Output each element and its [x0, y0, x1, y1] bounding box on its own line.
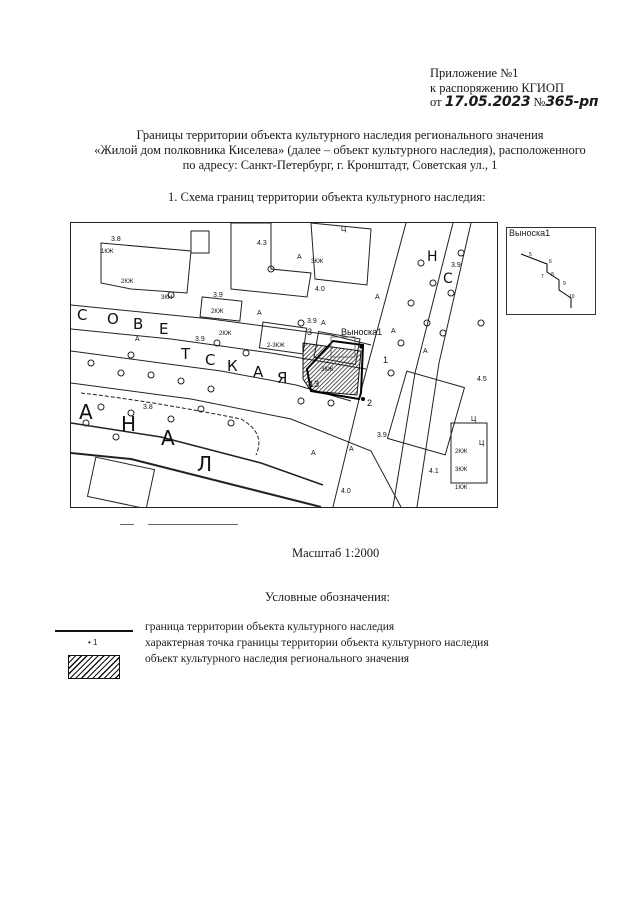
tree — [458, 250, 464, 256]
canal-letter: А — [79, 400, 93, 424]
tree — [168, 416, 174, 422]
elevation: 4.0 — [341, 488, 351, 495]
building — [191, 231, 209, 253]
title-line-1: Границы территории объекта культурного наследия регионального значения — [136, 128, 544, 142]
map-letter: А — [349, 446, 354, 453]
building-label: 3КЖ — [311, 259, 324, 265]
elevation: 3.8 — [111, 236, 121, 243]
building-label: 2КЖ — [121, 279, 134, 285]
elevation: 3.9 — [195, 336, 205, 343]
canal-bank — [71, 453, 321, 507]
inset-point-label: 5 — [529, 252, 532, 258]
map-drawing — [71, 223, 497, 507]
map-letter: А — [257, 310, 262, 317]
legend-hatch-symbol — [68, 655, 120, 679]
elevation: 3.9 — [307, 318, 317, 325]
legend-item-boundary: граница территории объекта культурного наследия — [145, 621, 395, 633]
building-label: 3КЖ — [455, 467, 468, 473]
map-letter: А — [375, 294, 380, 301]
building — [87, 457, 154, 507]
canal-embankment — [71, 383, 401, 507]
tree — [298, 398, 304, 404]
map-letter: Ц — [479, 440, 485, 447]
elevation: 4.0 — [315, 286, 325, 293]
canal-letter: Л — [197, 452, 213, 476]
vertical-street-far — [417, 223, 471, 507]
tree — [228, 420, 234, 426]
map-scale: Масштаб 1:2000 — [292, 546, 380, 560]
building-label: 2КЖ — [455, 449, 468, 455]
document-title — [40, 128, 640, 173]
tree — [418, 260, 424, 266]
building — [388, 371, 465, 455]
legend-item-object: объект культурного наследия регионального значения — [145, 653, 410, 665]
street-letter: Е — [159, 320, 169, 338]
legend-point-symbol: • 1 — [88, 638, 98, 647]
tree — [148, 372, 154, 378]
street-letter: В — [133, 315, 144, 333]
appendix-block — [430, 66, 599, 110]
boundary-map — [70, 222, 498, 508]
tree — [408, 300, 414, 306]
map-letter: Ц — [471, 416, 477, 423]
elevation: 4.1 — [429, 468, 439, 475]
legend-item-point: характерная точка границы территории объекта культурного наследия — [145, 637, 489, 649]
boundary-point-label: 2 — [367, 398, 373, 408]
elevation: 4.5 — [477, 376, 487, 383]
tree — [430, 280, 436, 286]
street-letter: С — [205, 351, 216, 369]
tree — [118, 370, 124, 376]
appendix-line-2: к распоряжению КГИОП — [430, 80, 564, 95]
elevation: 3.9 — [377, 432, 387, 439]
building-label: 3КЖ — [321, 367, 334, 373]
appendix-line-1: Приложение №1 — [430, 66, 519, 80]
boundary-point-label: 1 — [383, 355, 389, 365]
inset-point-label: 9 — [563, 281, 566, 287]
street-letter-vertical: С — [443, 271, 453, 287]
tree — [478, 320, 484, 326]
handwritten-date: 17.05.2023 — [444, 94, 531, 110]
scan-mark — [148, 524, 238, 525]
elevation: 3.9 — [213, 292, 223, 299]
tree — [98, 404, 104, 410]
inset-title: Выноска1 — [509, 228, 551, 238]
number-prefix: № — [533, 95, 546, 109]
tree — [440, 330, 446, 336]
title-line-3: по адресу: Санкт-Петербург, г. Кронштадт, Советская ул., 1 — [182, 158, 498, 172]
boundary-point-label: 3 — [307, 327, 313, 337]
building-label: 2-3КЖ — [267, 343, 285, 349]
building-label: 3КН — [161, 295, 173, 301]
boundary-point-label: 13 — [309, 379, 320, 389]
tree — [128, 352, 134, 358]
map-letter: А — [135, 336, 140, 343]
building-label: 1КЖ — [101, 249, 114, 255]
section-heading: 1. Схема границ территории объекта культурного наследия: — [168, 190, 486, 204]
boundary-point-marker — [361, 397, 365, 401]
canal-letter: А — [161, 426, 175, 450]
street-letter: Я — [277, 369, 288, 387]
street-letter: К — [227, 357, 238, 375]
building-label: 1КЖ — [455, 485, 468, 491]
tree — [113, 434, 119, 440]
tree — [448, 290, 454, 296]
tree — [208, 386, 214, 392]
tree — [328, 400, 334, 406]
elevation: 4.3 — [257, 240, 267, 247]
inset-point-label: 6 — [549, 259, 552, 265]
legend-boundary-line-symbol — [55, 630, 133, 632]
street-letter: А — [253, 363, 264, 381]
tree — [178, 378, 184, 384]
street-letter: Т — [181, 345, 191, 363]
tree — [88, 360, 94, 366]
map-letter: А — [423, 348, 428, 355]
tree — [388, 370, 394, 376]
inset-point-label: 7 — [541, 274, 544, 280]
canal-letter: Н — [121, 412, 137, 436]
legend-title: Условные обозначения: — [265, 590, 391, 604]
inset-point-label: 10 — [569, 294, 575, 300]
map-letter: Ц — [341, 226, 347, 233]
callout-label: Выноска1 — [341, 327, 383, 337]
appendix-date-line — [430, 94, 599, 110]
title-line-2: «Жилой дом полковника Киселева» (далее – объект культурного наследия), расположенного — [94, 143, 586, 157]
callout-inset — [506, 227, 596, 315]
elevation: 3.8 — [143, 404, 153, 411]
building-block — [101, 243, 191, 293]
street-letter-vertical: Н — [427, 249, 438, 265]
map-letter: А — [391, 328, 396, 335]
tree — [298, 320, 304, 326]
tree — [243, 350, 249, 356]
building-label: 2КЖ — [219, 331, 232, 337]
street-letter: О — [107, 310, 119, 328]
inset-drawing — [507, 228, 595, 314]
scan-mark — [120, 524, 134, 525]
map-letter: А — [297, 254, 302, 261]
map-letter: А — [311, 450, 316, 457]
handwritten-number: 365-рп — [545, 94, 599, 110]
map-letter: А — [321, 320, 326, 327]
boundary-point-marker — [359, 345, 362, 348]
building-label: 2КЖ — [211, 309, 224, 315]
street-letter: С — [77, 306, 88, 324]
inset-point-label: 8 — [551, 272, 554, 278]
tree — [398, 340, 404, 346]
elevation: 3.9 — [451, 262, 461, 269]
date-prefix: от — [430, 95, 442, 109]
